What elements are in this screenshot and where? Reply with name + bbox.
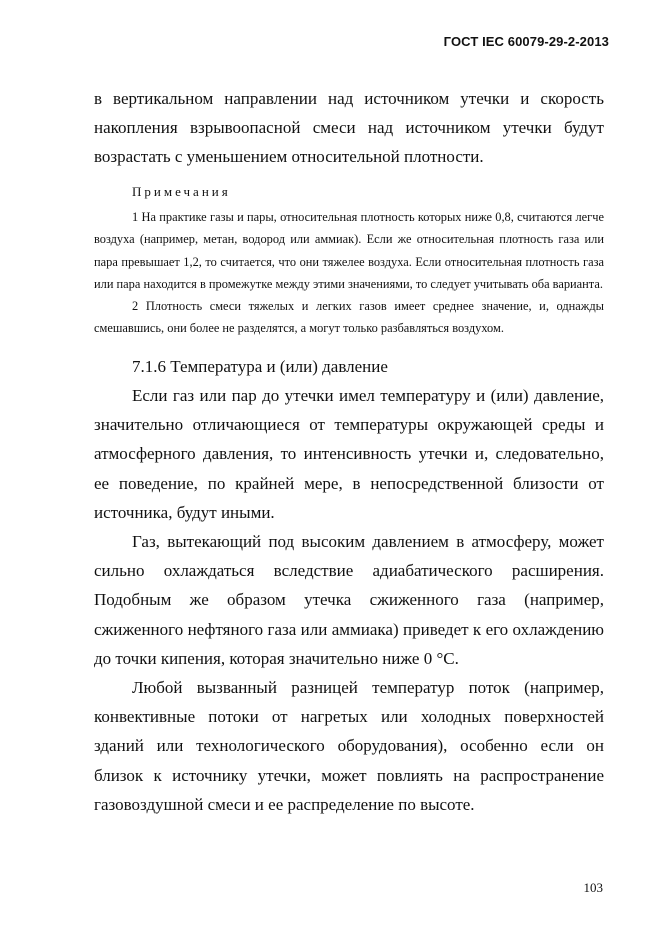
intro-block — [94, 84, 604, 172]
section-title: 7.1.6 Температура и (или) давление — [132, 357, 388, 376]
intro-paragraph: в вертикальном направлении над источником утечки и скорость накопления взрывоопасной смеси над источником утечки будут возрастать с уменьшением относительной плотности. — [94, 89, 604, 167]
note-item: 1 На практике газы и пары, относительная плотность которых ниже 0,8, считаются легче воздуха (например, метан, водород или аммиак). Если же относительная плотность газа или пара превышает 1,2, то считается, что они тяжелее воздуха. Если относительная плотность газа или пара находится в промежутке между этими значениями, то следует учитывать оба варианта. — [94, 210, 604, 291]
section-7-1-6 — [94, 352, 604, 819]
notes-block — [94, 184, 604, 340]
notes-title: Примечания — [132, 184, 231, 199]
section-paragraph: Любой вызванный разницей температур поток (например, конвективные потоки от нагретых или холодных поверхностей зданий или технологического оборудования), особенно если он близок к источнику утечки, может повлиять на распространение газовоздушной смеси и ее распределение по высоте. — [94, 678, 604, 814]
document-header: ГОСТ IEC 60079-29-2-2013 — [443, 34, 609, 49]
section-paragraph: Газ, вытекающий под высоким давлением в атмосферу, может сильно охлаждаться вследствие адиабатического расширения. Подобным же образом утечка сжиженного газа (например, сжиженного нефтяного газа или аммиака) приведет к его охлаждению до точки кипения, которая значительно ниже 0 °C. — [94, 532, 604, 668]
note-item: 2 Плотность смеси тяжелых и легких газов имеет среднее значение, и, однажды смешавшись, они более не разделятся, а могут только разбавляться воздухом. — [94, 299, 604, 336]
page-number: 103 — [583, 880, 603, 895]
section-paragraph: Если газ или пар до утечки имел температуру и (или) давление, значительно отличающиеся от температуры окружающей среды и атмосферного давления, то интенсивность утечки и, следовательно, ее поведение, по крайней мере, в непосредственной близости от источника, будут иными. — [94, 386, 604, 522]
